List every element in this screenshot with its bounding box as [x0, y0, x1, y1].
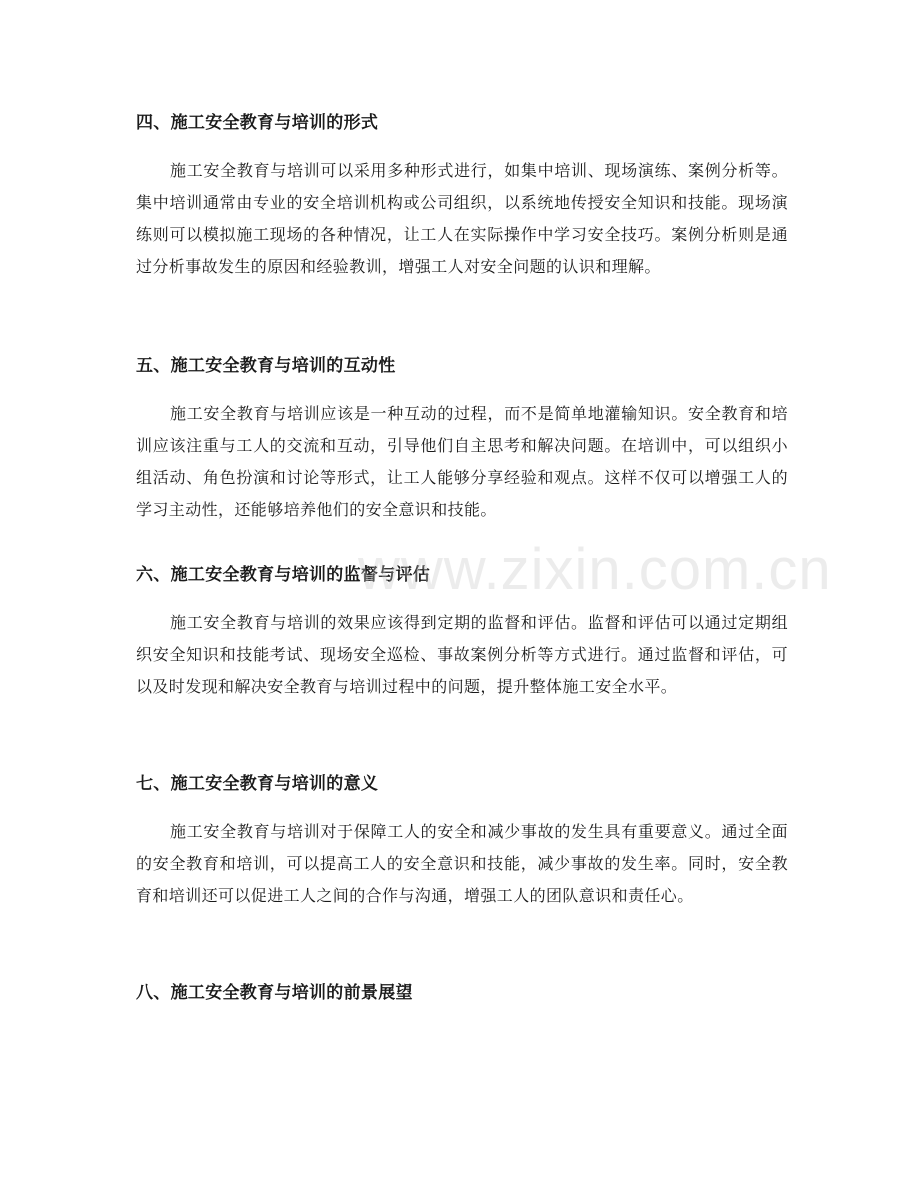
section-body-4: 施工安全教育与培训可以采用多种形式进行，如集中培训、现场演练、案例分析等。集中培训通常由专业的安全培训机构或公司组织，以系统地传授安全知识和技能。现场演练则可以模拟施工现场的各种情况，让工人在实际操作中学习安全技巧。案例分析则是通过分析事故发生的原因和经验教训，增强工人对安全问题的认识和理解。 [136, 161, 788, 276]
section-body-6: 施工安全教育与培训的效果应该得到定期的监督和评估。监督和评估可以通过定期组织安全知识和技能考试、现场安全巡检、事故案例分析等方式进行。通过监督和评估，可以及时发现和解决安全教育与培训过程中的问题，提升整体施工安全水平。 [136, 613, 788, 696]
section-body-5: 施工安全教育与培训应该是一种互动的过程，而不是简单地灌输知识。安全教育和培训应该注重与工人的交流和互动，引导他们自主思考和解决问题。在培训中，可以组织小组活动、角色扮演和讨论等形式，让工人能够分享经验和观点。这样不仅可以增强工人的学习主动性，还能够培养他们的安全意识和技能。 [136, 404, 788, 519]
section-heading-5: 五、施工安全教育与培训的互动性 [136, 356, 396, 376]
section-heading-4: 四、施工安全教育与培训的形式 [136, 113, 379, 133]
watermark: www.zixin.com.cn [358, 537, 832, 602]
section-heading-7: 七、施工安全教育与培训的意义 [136, 774, 379, 794]
section-heading-6: 六、施工安全教育与培训的监督与评估 [136, 565, 431, 585]
section-body-7: 施工安全教育与培训对于保障工人的安全和减少事故的发生具有重要意义。通过全面的安全教育和培训，可以提高工人的安全意识和技能，减少事故的发生率。同时，安全教育和培训还可以促进工人之间的合作与沟通，增强工人的团队意识和责任心。 [136, 822, 788, 905]
section-heading-8: 八、施工安全教育与培训的前景展望 [136, 983, 413, 1003]
